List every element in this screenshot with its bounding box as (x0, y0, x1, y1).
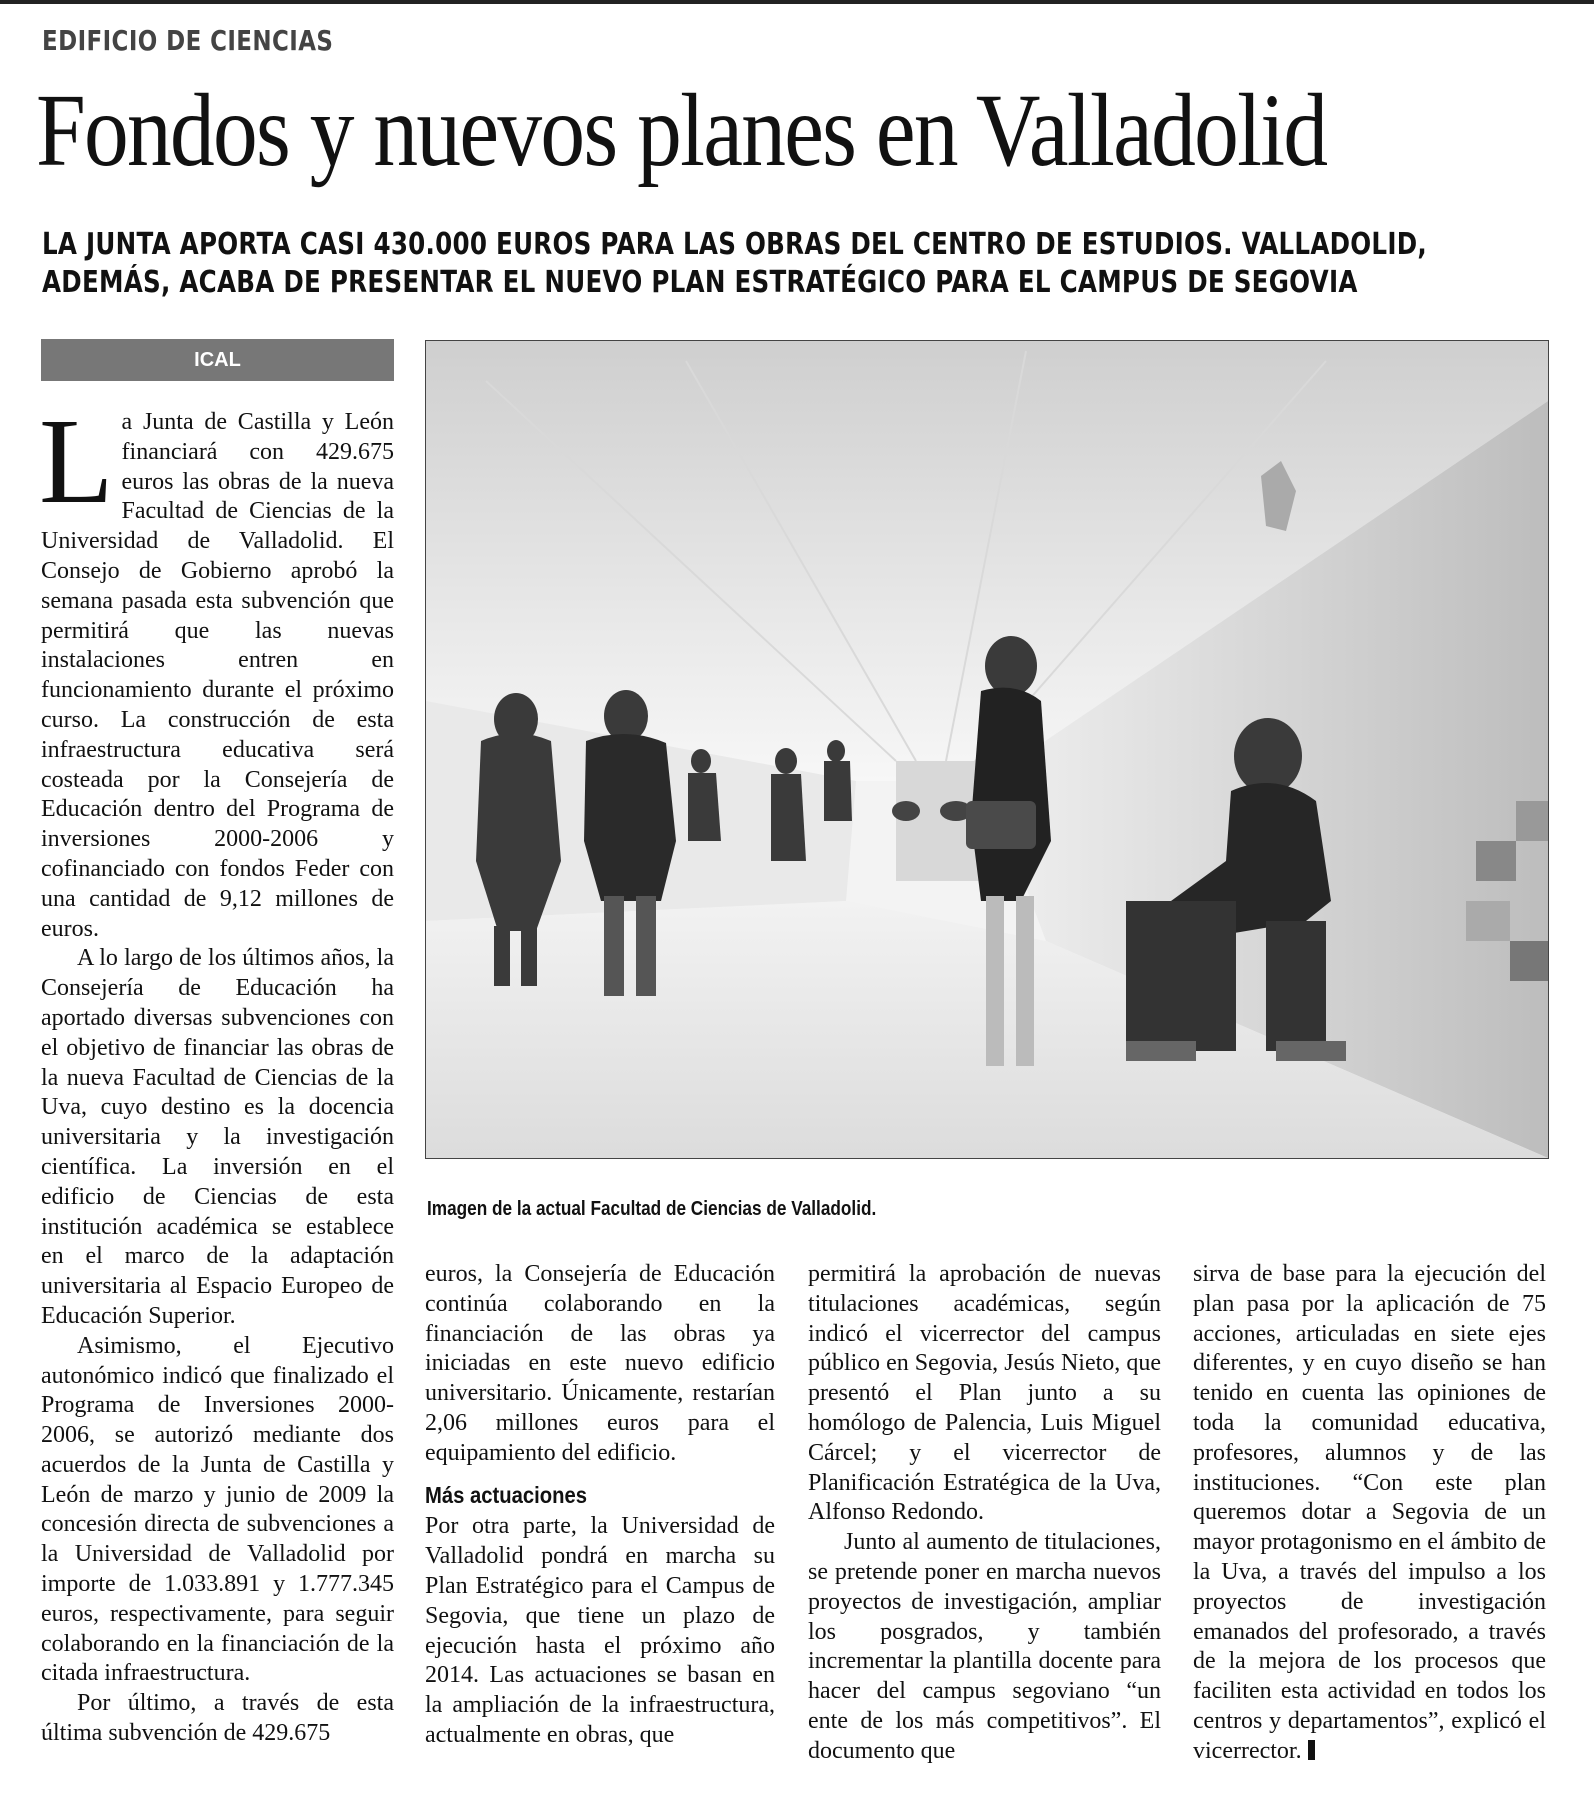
article-column-1 (39, 394, 394, 1749)
paragraph-9 (1193, 1260, 1546, 1767)
paragraph-5: euros, la Consejería de Educación continúa colaborando en la financiación de las obras ya iniciadas en este nuevo edificio universitario. Únicamente, restarían 2,06 millones euros para el equipamiento del edificio. (425, 1261, 775, 1466)
article-photo (425, 340, 1549, 1159)
byline-label: ICAL (194, 348, 241, 371)
headline: Fondos y nuevos planes en Valladolid (36, 73, 1327, 188)
end-of-article-mark (1308, 1740, 1315, 1760)
corridor-photo-illustration (426, 341, 1548, 1158)
paragraph-9-text: sirva de base para la ejecución del plan pasa por la aplicación de 75 acciones, articuladas en siete ejes diferentes, y en cuyo diseño se han tenido en cuenta las opiniones de toda la comunidad educativa, profesores, alumnos y de las instituciones. “Con este plan queremos dotar a Segovia de un mayor protagonismo en el ámbito de la Uva, a través del impulso a los proyectos de investigación emanados del profesorado, a través de la mejora de los procesos que faciliten esta actividad en todos los centros y departamentos”, explicó el vicerrector. (1193, 1261, 1546, 1764)
subheadline-line-2: ADEMÁS, ACABA DE PRESENTAR EL NUEVO PLAN ESTRATÉGICO PARA EL CAMPUS DE SEGOVIA (42, 265, 1358, 300)
paragraph-7: permitirá la aprobación de nuevas titulaciones académicas, según indicó el vicerrector del campus público en Segovia, Jesús Nieto, que presentó el Plan junto a su homólogo de Palencia, Luis Miguel Cárcel; y el vicerrector de Planificación Estratégica de la Uva, Alfonso Redondo. (808, 1261, 1161, 1526)
subsection-heading: Más actuaciones (425, 1481, 588, 1508)
subheadline-line-1: LA JUNTA APORTA CASI 430.000 EUROS PARA LAS OBRAS DEL CENTRO DE ESTUDIOS. VALLADOLID, (42, 227, 1428, 262)
top-rule (0, 0, 1594, 4)
paragraph-6: Por otra parte, la Universidad de Valladolid pondrá en marcha su Plan Estratégico para el Campus de Segovia, que tiene un plazo de ejecución hasta el próximo año 2014. Las actuaciones se basan en la ampliación de la infraestructura, actualmente en obras, que (425, 1513, 775, 1748)
drop-cap: L (39, 394, 114, 529)
subheadline (42, 226, 1485, 302)
paragraph-2: A lo largo de los últimos años, la Consejería de Educación ha aportado diversas subvenciones con el objetivo de financiar las obras de la nueva Facultad de Ciencias de la Uva, cuyo destino es la docencia universitaria y la investigación científica. La inversión en el edificio de Ciencias de esta institución académica se establece en el marco de la adaptación universitaria al Espacio Europeo de Educación Superior. (41, 945, 394, 1329)
paragraph-1-text: a Junta de Castilla y León financiará con 429.675 euros las obras de la nueva Facultad de Ciencias de la Universidad de Valladolid. El Consejo de Gobierno aprobó la semana pasada esta subvención que permitirá que las nuevas instalaciones entren en funcionamiento durante el próximo curso. La construcción de esta infraestructura educativa será costeada por la Consejería de Educación dentro del Programa de inversiones 2000-2006 y cofinanciado con fondos Feder con una cantidad de 9,12 millones de euros. (41, 409, 394, 942)
section-label: EDIFICIO DE CIENCIAS (42, 24, 334, 57)
photo-caption: Imagen de la actual Facultad de Ciencias de Valladolid. (427, 1198, 877, 1220)
article-column-3 (808, 1260, 1161, 1767)
byline-bar (41, 339, 394, 381)
paragraph-1 (39, 394, 394, 944)
paragraph-8: Junto al aumento de titulaciones, se pretende poner en marcha nuevos proyectos de investigación, ampliar los posgrados, y también incrementar la plantilla docente para hacer del campus segoviano “un ente de los más competitivos”. El documento que (808, 1529, 1161, 1764)
article-column-4 (1193, 1260, 1546, 1767)
article-column-2 (425, 1260, 775, 1751)
paragraph-3: Asimismo, el Ejecutivo autonómico indicó que finalizado el Programa de Inversiones 2000-2006, se autorizó mediante dos acuerdos de la Junta de Castilla y León de marzo y junio de 2009 la concesión directa de subvenciones a la Universidad de Valladolid por importe de 1.033.891 y 1.777.345 euros, respectivamente, para seguir colaborando en la financiación de la citada infraestructura. (41, 1332, 394, 1687)
paragraph-4: Por último, a través de esta última subvención de 429.675 (41, 1690, 394, 1747)
